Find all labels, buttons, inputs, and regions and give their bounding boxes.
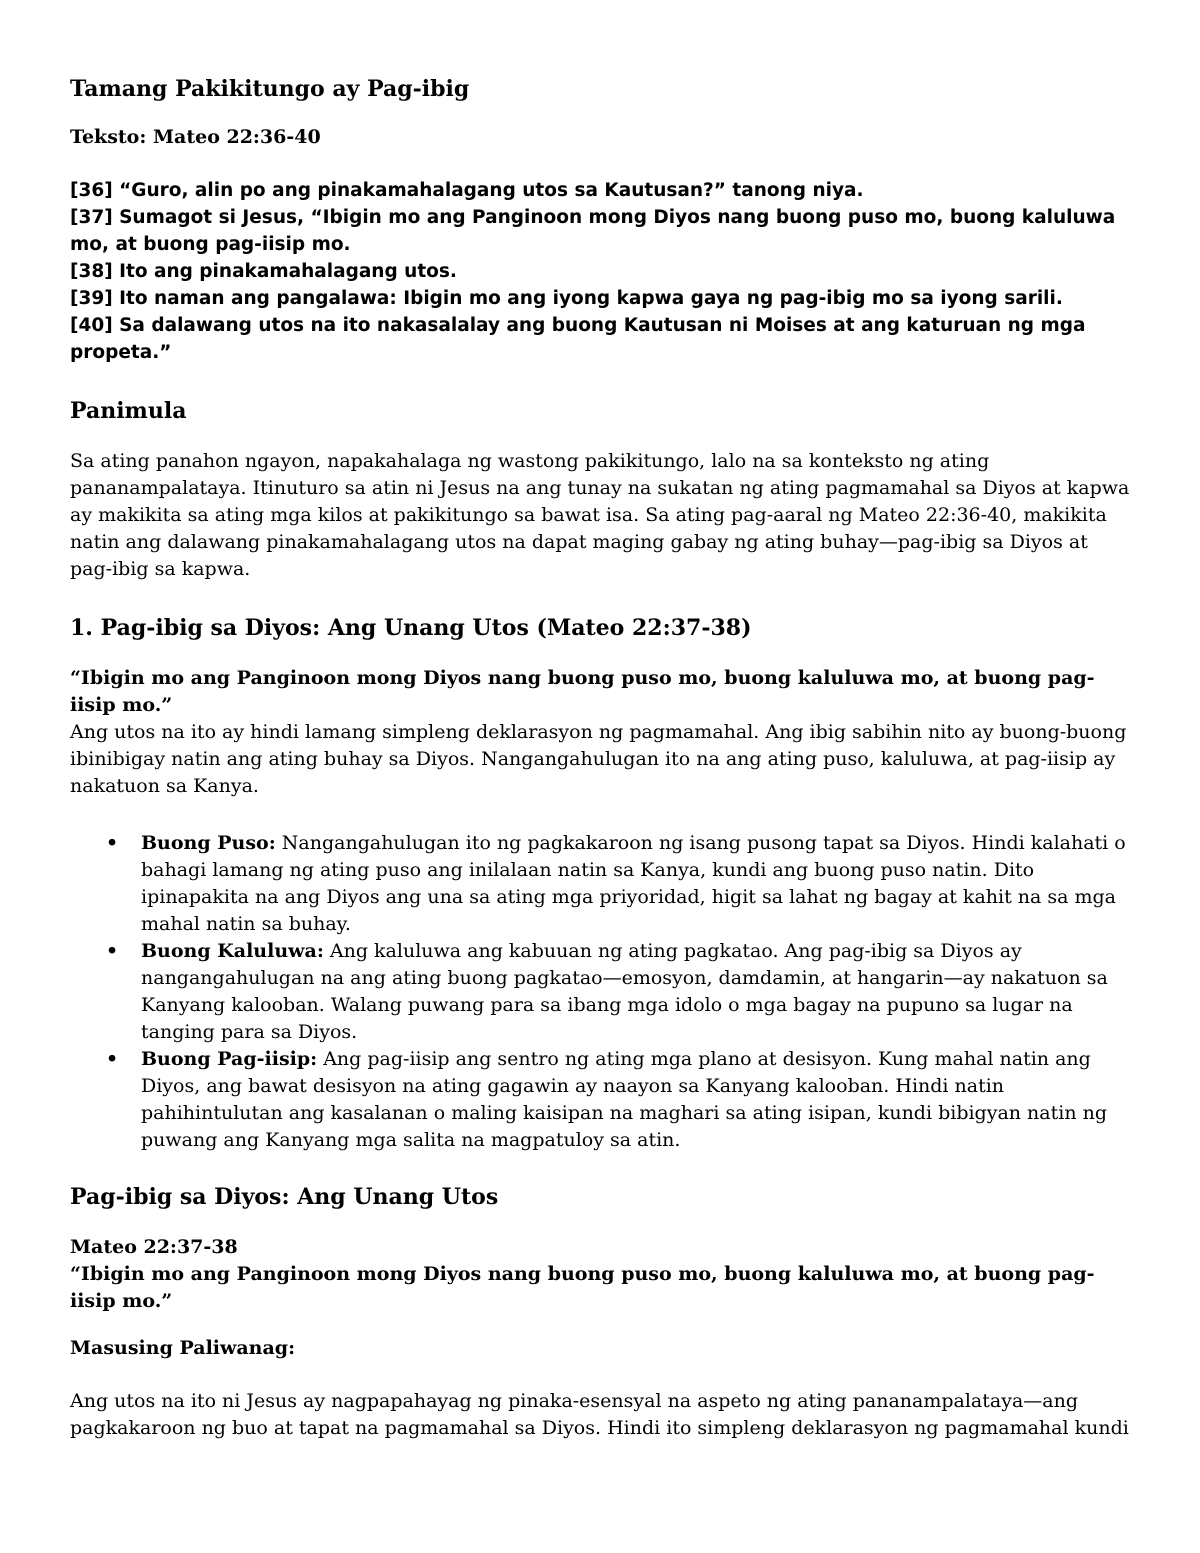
list-item — [70, 830, 1132, 938]
bullet-icon: • — [106, 940, 119, 962]
document-page — [70, 74, 1132, 1472]
section2-heading: Pag-ibig sa Diyos: Ang Unang Utos — [70, 1184, 499, 1210]
list-item-term: Buong Kaluluwa: — [141, 940, 324, 962]
bullet-icon: • — [106, 832, 119, 854]
section1-paragraph: Ang utos na ito ay hindi lamang simpleng deklarasyon ng pagmamahal. Ang ibig sabihin nito ay buong-buong ibinibigay natin ang ating buhay sa Diyos. Nangangahulugan ito na ang ating puso, kaluluwa, at pag-iisip ay nakatuon sa Kanya. — [70, 721, 1127, 797]
section1-heading: 1. Pag-ibig sa Diyos: Ang Unang Utos (Mateo 22:37-38) — [70, 615, 752, 641]
verse-38: [38] Ito ang pinakamahalagang utos. — [70, 261, 457, 282]
text-reference: Teksto: Mateo 22:36-40 — [70, 126, 321, 148]
list-item — [70, 1046, 1132, 1154]
section1-quote: “Ibigin mo ang Panginoon mong Diyos nang buong puso mo, buong kaluluwa mo, at buong pag-iisip mo.” — [70, 667, 1095, 716]
list-item-term: Buong Puso: — [141, 832, 276, 854]
section1-bullet-list — [70, 830, 1132, 1154]
verse-block — [70, 177, 1132, 366]
list-item-term: Buong Pag-iisip: — [141, 1048, 318, 1070]
intro-paragraph: Sa ating panahon ngayon, napakahalaga ng wastong pakikitungo, lalo na sa konteksto ng ating pananampalataya. Itinuturo sa atin ni Jesus na ang tunay na sukatan ng ating pagmamahal sa Diyos at kapwa ay makikita sa ating mga kilos at pakikitungo sa bawat isa. Sa ating pag-aaral ng Mateo 22:36-40, makikita natin ang dalawang pinakamahalagang utos na dapat maging gabay ng ating buhay—pag-ibig sa Diyos at pag-ibig sa kapwa. — [70, 450, 1130, 580]
document-title: Tamang Pakikitungo ay Pag-ibig — [70, 76, 470, 102]
verse-37: [37] Sumagot si Jesus, “Ibigin mo ang Panginoon mong Diyos nang buong puso mo, buong kaluluwa mo, at buong pag-iisip mo. — [70, 207, 1116, 255]
section2-paragraph: Ang utos na ito ni Jesus ay nagpapahayag ng pinaka-esensyal na aspeto ng ating pananampalataya—ang pagkakaroon ng buo at tapat na pagmamahal sa Diyos. Hindi ito simpleng deklarasyon ng pagmamahal kundi — [70, 1390, 1129, 1439]
verse-36: [36] “Guro, alin po ang pinakamahalagang utos sa Kautusan?” tanong niya. — [70, 180, 864, 201]
list-item-text: Nangangahulugan ito ng pagkakaroon ng isang pusong tapat sa Diyos. Hindi kalahati o bahagi lamang ng ating puso ang inilalaan natin sa Kanya, kundi ang buong puso natin. Dito ipinapakita na ang Diyos ang una sa ating mga priyoridad, higit sa lahat ng bagay at kahit na sa mga mahal natin sa buhay. — [141, 832, 1126, 935]
section2-subheading: Masusing Paliwanag: — [70, 1337, 296, 1359]
list-item — [70, 938, 1132, 1046]
verse-40: [40] Sa dalawang utos na ito nakasalalay ang buong Kautusan ni Moises at ang katuruan ng mga propeta.” — [70, 315, 1086, 363]
section2-reference: Mateo 22:37-38 — [70, 1236, 238, 1258]
bullet-icon: • — [106, 1048, 119, 1070]
list-item-text: Ang kaluluwa ang kabuuan ng ating pagkatao. Ang pag-ibig sa Diyos ay nangangahulugan na ang ating buong pagkatao—emosyon, damdamin, at hangarin—ay nakatuon sa Kanyang kalooban. Walang puwang para sa ibang mga idolo o mga bagay na pupuno sa lugar na tanging para sa Diyos. — [141, 940, 1108, 1043]
verse-39: [39] Ito naman ang pangalawa: Ibigin mo ang iyong kapwa gaya ng pag-ibig mo sa iyong sarili. — [70, 288, 1063, 309]
section2-quote: “Ibigin mo ang Panginoon mong Diyos nang buong puso mo, buong kaluluwa mo, at buong pag-iisip mo.” — [70, 1263, 1095, 1312]
list-item-text: Ang pag-iisip ang sentro ng ating mga plano at desisyon. Kung mahal natin ang Diyos, ang bawat desisyon na ating gagawin ay naayon sa Kanyang kalooban. Hindi natin pahihintulutan ang kasalanan o maling kaisipan na maghari sa ating isipan, kundi bibigyan natin ng puwang ang Kanyang mga salita na magpatuloy sa atin. — [141, 1048, 1108, 1151]
intro-heading: Panimula — [70, 398, 187, 424]
